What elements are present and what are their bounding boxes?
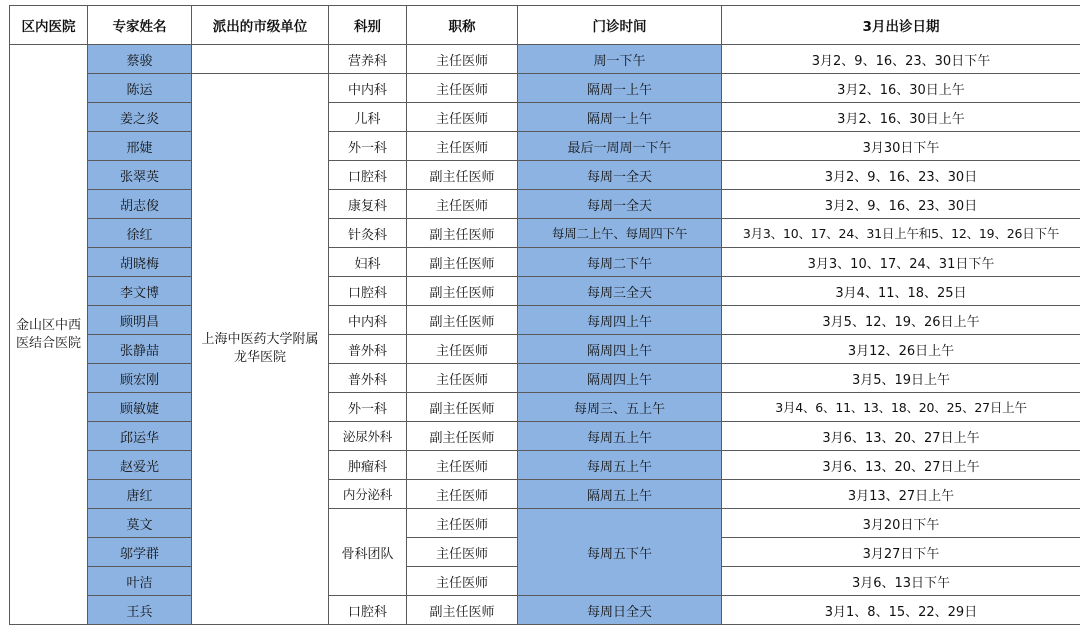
table-row [10, 422, 1080, 451]
table-row [10, 306, 1080, 335]
clinic-time: 每周二下午 [518, 248, 722, 277]
department-ortho-team: 骨科团队 [329, 509, 407, 596]
expert-name: 莫文 [88, 509, 192, 538]
march-dates: 3月5、12、19、26日上午 [722, 306, 1080, 335]
clinic-time: 每周一全天 [518, 190, 722, 219]
department: 口腔科 [329, 596, 407, 625]
title: 主任医师 [407, 132, 518, 161]
title: 主任医师 [407, 335, 518, 364]
title: 副主任医师 [407, 277, 518, 306]
department: 儿科 [329, 103, 407, 132]
title: 副主任医师 [407, 306, 518, 335]
department: 中内科 [329, 306, 407, 335]
clinic-time: 隔周一上午 [518, 103, 722, 132]
clinic-time: 每周四上午 [518, 306, 722, 335]
march-dates: 3月2、16、30日上午 [722, 74, 1080, 103]
clinic-time: 每周五上午 [518, 451, 722, 480]
march-dates: 3月3、10、17、24、31日上午和5、12、19、26日下午 [722, 219, 1080, 248]
expert-name: 顾敏婕 [88, 393, 192, 422]
march-dates: 3月1、8、15、22、29日 [722, 596, 1080, 625]
title: 主任医师 [407, 451, 518, 480]
expert-name: 顾宏刚 [88, 364, 192, 393]
table-row [10, 132, 1080, 161]
march-dates: 3月5、19日上午 [722, 364, 1080, 393]
hospital-cell: 金山区中西医结合医院 [10, 45, 88, 625]
unit-cell-empty [192, 45, 329, 74]
table-row [10, 248, 1080, 277]
department: 泌尿外科 [329, 422, 407, 451]
expert-name: 邬学群 [88, 538, 192, 567]
title: 主任医师 [407, 364, 518, 393]
clinic-time: 每周三全天 [518, 277, 722, 306]
expert-name: 顾明昌 [88, 306, 192, 335]
department: 康复科 [329, 190, 407, 219]
expert-name: 赵爱光 [88, 451, 192, 480]
march-dates: 3月2、16、30日上午 [722, 103, 1080, 132]
table-row [10, 45, 1080, 74]
title: 主任医师 [407, 538, 518, 567]
header-clinic-time: 门诊时间 [518, 6, 722, 45]
expert-name: 胡志俊 [88, 190, 192, 219]
header-row [10, 6, 1080, 45]
clinic-time: 隔周四上午 [518, 364, 722, 393]
table-row [10, 335, 1080, 364]
table-row [10, 393, 1080, 422]
table-row [10, 364, 1080, 393]
department: 外一科 [329, 393, 407, 422]
title: 副主任医师 [407, 393, 518, 422]
department: 肿瘤科 [329, 451, 407, 480]
table-row [10, 451, 1080, 480]
title: 主任医师 [407, 45, 518, 74]
march-dates: 3月13、27日上午 [722, 480, 1080, 509]
department: 针灸科 [329, 219, 407, 248]
clinic-time-ortho: 每周五下午 [518, 509, 722, 596]
march-dates: 3月2、9、16、23、30日下午 [722, 45, 1080, 74]
march-dates: 3月30日下午 [722, 132, 1080, 161]
department: 营养科 [329, 45, 407, 74]
expert-name: 叶洁 [88, 567, 192, 596]
header-hospital: 区内医院 [10, 6, 88, 45]
title: 主任医师 [407, 567, 518, 596]
expert-name: 张静喆 [88, 335, 192, 364]
clinic-time: 隔周一上午 [518, 74, 722, 103]
table-row [10, 161, 1080, 190]
header-expert-name: 专家姓名 [88, 6, 192, 45]
header-march-dates: 3月出诊日期 [722, 6, 1080, 45]
table-row [10, 74, 1080, 103]
title: 副主任医师 [407, 422, 518, 451]
department: 口腔科 [329, 277, 407, 306]
title: 主任医师 [407, 509, 518, 538]
march-dates: 3月27日下午 [722, 538, 1080, 567]
clinic-time: 隔周五上午 [518, 480, 722, 509]
march-dates: 3月6、13、20、27日上午 [722, 422, 1080, 451]
table-row [10, 596, 1080, 625]
header-title: 职称 [407, 6, 518, 45]
clinic-time: 周一下午 [518, 45, 722, 74]
department: 妇科 [329, 248, 407, 277]
title: 主任医师 [407, 190, 518, 219]
title: 主任医师 [407, 74, 518, 103]
expert-name: 李文博 [88, 277, 192, 306]
march-dates: 3月3、10、17、24、31日下午 [722, 248, 1080, 277]
department: 内分泌科 [329, 480, 407, 509]
expert-name: 邢婕 [88, 132, 192, 161]
title: 主任医师 [407, 480, 518, 509]
expert-name: 陈运 [88, 74, 192, 103]
clinic-time: 隔周四上午 [518, 335, 722, 364]
expert-name: 蔡骏 [88, 45, 192, 74]
table-row [10, 219, 1080, 248]
march-dates: 3月2、9、16、23、30日 [722, 161, 1080, 190]
expert-name: 唐红 [88, 480, 192, 509]
table-row [10, 103, 1080, 132]
march-dates: 3月6、13日下午 [722, 567, 1080, 596]
department: 普外科 [329, 335, 407, 364]
expert-name: 王兵 [88, 596, 192, 625]
department: 普外科 [329, 364, 407, 393]
table-row [10, 277, 1080, 306]
department: 中内科 [329, 74, 407, 103]
expert-name: 徐红 [88, 219, 192, 248]
department: 外一科 [329, 132, 407, 161]
march-dates: 3月4、6、11、13、18、20、25、27日上午 [722, 393, 1080, 422]
header-department: 科别 [329, 6, 407, 45]
expert-name: 邱运华 [88, 422, 192, 451]
march-dates: 3月4、11、18、25日 [722, 277, 1080, 306]
table-row [10, 190, 1080, 219]
header-unit: 派出的市级单位 [192, 6, 329, 45]
schedule-table [9, 5, 1080, 625]
expert-name: 张翠英 [88, 161, 192, 190]
march-dates: 3月6、13、20、27日上午 [722, 451, 1080, 480]
title: 副主任医师 [407, 248, 518, 277]
expert-name: 姜之炎 [88, 103, 192, 132]
clinic-time: 最后一周周一下午 [518, 132, 722, 161]
clinic-time: 每周五上午 [518, 422, 722, 451]
march-dates: 3月12、26日上午 [722, 335, 1080, 364]
table-row [10, 509, 1080, 538]
title: 副主任医师 [407, 219, 518, 248]
title: 主任医师 [407, 103, 518, 132]
clinic-time: 每周一全天 [518, 161, 722, 190]
clinic-time: 每周日全天 [518, 596, 722, 625]
table-row [10, 480, 1080, 509]
department: 口腔科 [329, 161, 407, 190]
title: 副主任医师 [407, 596, 518, 625]
clinic-time: 每周二上午、每周四下午 [518, 219, 722, 248]
march-dates: 3月2、9、16、23、30日 [722, 190, 1080, 219]
unit-cell: 上海中医药大学附属龙华医院 [192, 74, 329, 625]
march-dates: 3月20日下午 [722, 509, 1080, 538]
clinic-time: 每周三、五上午 [518, 393, 722, 422]
title: 副主任医师 [407, 161, 518, 190]
expert-name: 胡晓梅 [88, 248, 192, 277]
